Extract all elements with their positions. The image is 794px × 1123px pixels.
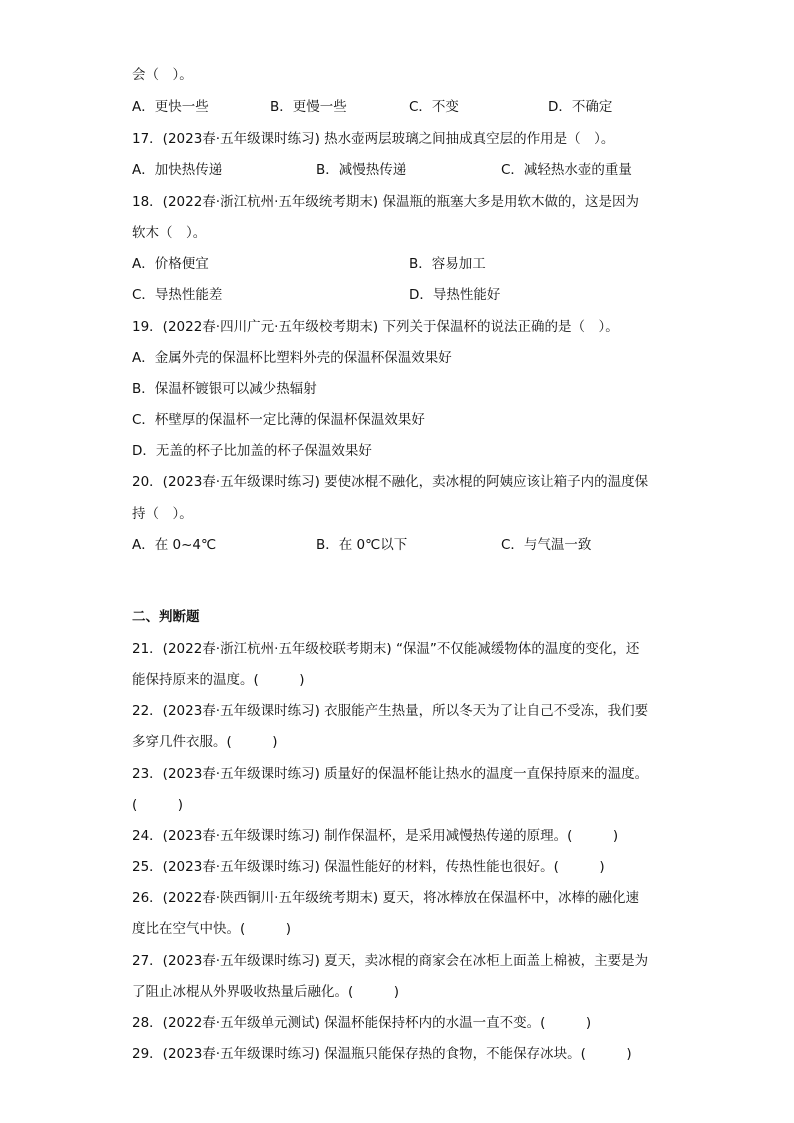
judge-q28: 28．(2022春·五年级单元测试) 保温杯能保持杯内的水温一直不变。( ) bbox=[132, 1015, 592, 1031]
judge-q27-line2: 了阻止冰棍从外界吸收热量后融化。( ) bbox=[132, 984, 400, 1000]
q18-option-b: B．容易加工 bbox=[409, 256, 486, 272]
q17-option-b: B．减慢热传递 bbox=[316, 162, 407, 178]
judge-q29: 29．(2023春·五年级课时练习) 保温瓶只能保存热的食物，不能保存冰块。( ) bbox=[132, 1046, 632, 1062]
q18-option-a: A．价格便宜 bbox=[132, 256, 209, 272]
q18-text-line2: 软木（ ）。 bbox=[132, 225, 207, 241]
judge-q23-line2: ( ) bbox=[132, 797, 184, 813]
judge-q27-line1: 27．(2023春·五年级课时练习) 夏天，卖冰棍的商家会在冰柜上面盖上棉被，主要是为 bbox=[132, 953, 649, 969]
judge-q22-line1: 22．(2023春·五年级课时练习) 衣服能产生热量，所以冬天为了让自己不受冻，我们要 bbox=[132, 703, 649, 719]
q16-option-c: C．不变 bbox=[409, 99, 459, 115]
q18-option-d: D．导热性能好 bbox=[409, 287, 501, 303]
judge-q26-line1: 26．(2022春·陕西铜川·五年级统考期末) 夏天，将冰棒放在保温杯中，冰棒的融化速 bbox=[132, 890, 639, 906]
section-heading-judgment: 二、判断题 bbox=[132, 609, 200, 625]
q17-option-c: C．减轻热水壶的重量 bbox=[501, 162, 632, 178]
q18-text-line1: 18．(2022春·浙江杭州·五年级统考期末) 保温瓶的瓶塞大多是用软木做的，这是因为 bbox=[132, 194, 639, 210]
judge-q21-line1: 21．(2022春·浙江杭州·五年级校联考期末) “保温”不仅能减缓物体的温度的变化，还 bbox=[132, 641, 640, 657]
q19-option-c: C．杯壁厚的保温杯一定比薄的保温杯保温效果好 bbox=[132, 412, 425, 428]
judge-q23-line1: 23．(2023春·五年级课时练习) 质量好的保温杯能让热水的温度一直保持原来的温度。 bbox=[132, 766, 649, 782]
judge-q26-line2: 度比在空气中快。( ) bbox=[132, 921, 292, 937]
q19-option-b: B．保温杯镀银可以减少热辐射 bbox=[132, 381, 317, 397]
judge-q24: 24．(2023春·五年级课时练习) 制作保温杯，是采用减慢热传递的原理。( ) bbox=[132, 828, 619, 844]
q18-option-c: C．导热性能差 bbox=[132, 287, 223, 303]
q16-continuation: 会（ ）。 bbox=[132, 67, 193, 83]
q19-option-d: D．无盖的杯子比加盖的杯子保温效果好 bbox=[132, 443, 372, 459]
q16-option-b: B．更慢一些 bbox=[270, 99, 347, 115]
q20-option-a: A．在 0~4℃ bbox=[132, 537, 217, 553]
q17-option-a: A．加快热传递 bbox=[132, 162, 223, 178]
q16-option-a: A．更快一些 bbox=[132, 99, 209, 115]
judge-q25: 25．(2023春·五年级课时练习) 保温性能好的材料，传热性能也很好。( ) bbox=[132, 859, 605, 875]
q19-text: 19．(2022春·四川广元·五年级校考期末) 下列关于保温杯的说法正确的是（ ）。 bbox=[132, 319, 619, 335]
q17-text: 17．(2023春·五年级课时练习) 热水壶两层玻璃之间抽成真空层的作用是（ ）。 bbox=[132, 131, 615, 147]
q16-option-d: D．不确定 bbox=[548, 99, 613, 115]
q20-option-c: C．与气温一致 bbox=[501, 537, 592, 553]
q19-option-a: A．金属外壳的保温杯比塑料外壳的保温杯保温效果好 bbox=[132, 350, 452, 366]
q20-text-line2: 持（ ）。 bbox=[132, 506, 193, 522]
judge-q22-line2: 多穿几件衣服。( ) bbox=[132, 734, 278, 750]
judge-q21-line2: 能保持原来的温度。( ) bbox=[132, 672, 305, 688]
q20-option-b: B．在 0℃以下 bbox=[316, 537, 408, 553]
q20-text-line1: 20．(2023春·五年级课时练习) 要使冰棍不融化，卖冰棍的阿姨应该让箱子内的温度保 bbox=[132, 474, 649, 490]
